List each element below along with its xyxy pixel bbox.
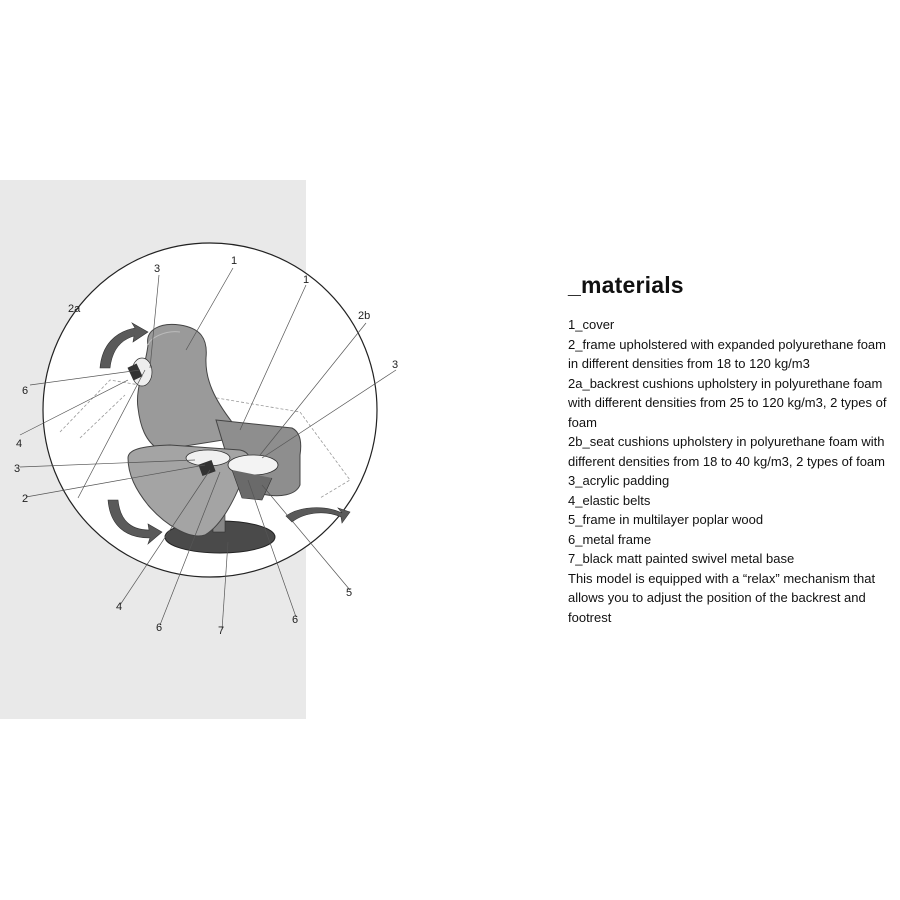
callout-1-right: 1 <box>303 274 310 286</box>
callout-3-right: 3 <box>392 359 399 371</box>
material-item: 3_acrylic padding <box>568 473 670 488</box>
callout-4-left: 4 <box>16 438 23 450</box>
materials-heading: _materials <box>568 272 684 298</box>
material-item: 6_metal frame <box>568 531 652 547</box>
materials-legend <box>568 272 898 627</box>
callout-4-bottom: 4 <box>116 601 123 613</box>
armchair-exploded-diagram <box>0 180 420 650</box>
material-item: 4_elastic belts <box>568 492 651 508</box>
callout-2: 2 <box>22 493 29 505</box>
material-item: 2_frame upholstered with expanded polyurethane foam in different densities from 18 to 120 kg/m3 <box>568 336 886 371</box>
callout-5: 5 <box>346 587 353 599</box>
materials-list <box>568 315 898 569</box>
mechanism-note: This model is equipped with a “relax” mechanism that allows you to adjust the position of the backrest and footrest <box>568 570 876 625</box>
callout-2a: 2a <box>68 303 81 315</box>
callout-3-left: 3 <box>14 463 21 475</box>
material-item: 5_frame in multilayer poplar wood <box>568 512 764 527</box>
callout-2b: 2b <box>358 310 371 322</box>
callout-6-bottom-right: 6 <box>292 614 299 626</box>
material-item: 7_black matt painted swivel metal base <box>568 551 795 566</box>
callout-6-bottom-left: 6 <box>156 622 163 634</box>
callout-6-left: 6 <box>22 385 29 397</box>
material-item: 1_cover <box>568 317 615 332</box>
callout-1-top: 1 <box>231 255 238 267</box>
callout-3-top: 3 <box>154 263 161 275</box>
material-item: 2b_seat cushions upholstery in polyurethane foam with different densities from 18 to 40 kg/m3, 2 types of foam <box>568 434 885 469</box>
material-item: 2a_backrest cushions upholstery in polyurethane foam with different densities from 25 to 120 kg/m3, 2 types of foam <box>568 375 887 430</box>
callout-7: 7 <box>218 625 225 637</box>
